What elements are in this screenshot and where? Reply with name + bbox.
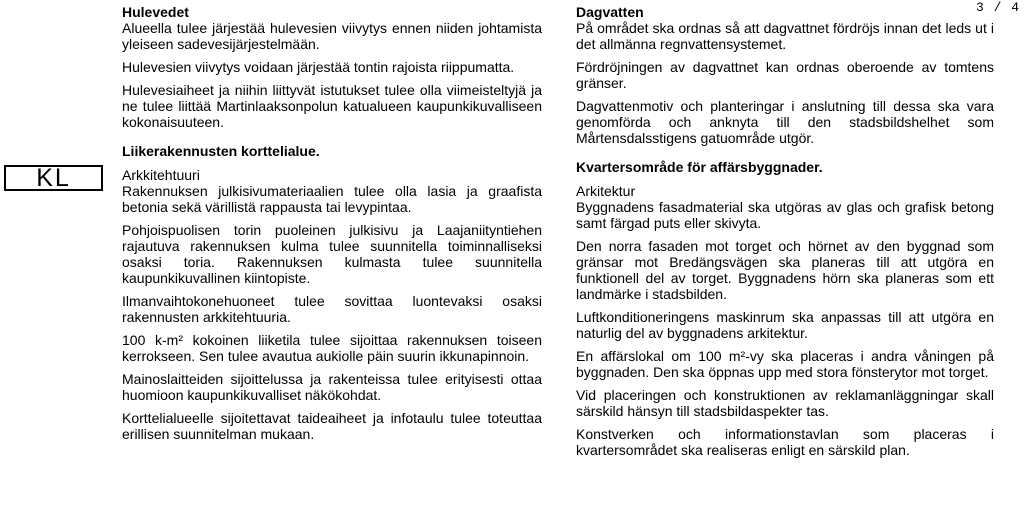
stormwater-section-fi — [122, 4, 542, 52]
zone-title-fi: Liikerakennusten korttelialue. — [122, 143, 320, 159]
zone-code-box — [4, 165, 103, 191]
stormwater-paragraph-fi: Hulevesiaiheet ja niihin liittyvät istutukset tulee olla viimeisteltyjä ja ne tulee liittää Martinlaaksonpolun katualueen kaupunkikuvalliseen kokonaisuuteen. — [122, 82, 542, 130]
architecture-paragraph-sv: Luftkonditioneringens maskinrum ska anpassas till att utgöra en naturlig del av byggnadens arkitektur. — [576, 309, 994, 341]
architecture-paragraph-fi: Mainoslaitteiden sijoittelussa ja rakenteissa tulee erityisesti ottaa huomioon kaupunkikuvalliset näkökohdat. — [122, 371, 542, 403]
architecture-paragraph-fi: 100 k-m² kokoinen liiketila tulee sijoittaa rakennuksen toiseen kerrokseen. Sen tulee avautua aukiolle päin suurin ikkunapinnoin. — [122, 332, 542, 364]
architecture-paragraph-fi: Rakennuksen julkisivumateriaalien tulee olla lasia ja graafista betonia sekä värillistä rappausta tai levypintaa. — [122, 183, 542, 215]
architecture-paragraph-sv: En affärslokal om 100 m²-vy ska placeras i andra våningen på byggnaden. Den ska öppnas upp med stora fönsterytor mot torget. — [576, 348, 994, 380]
stormwater-paragraph-sv: Fördröjningen av dagvattnet kan ordnas oberoende av tomtens gränser. — [576, 59, 994, 91]
architecture-paragraph-sv: Vid placeringen och konstruktionen av reklamanläggningar skall särskild hänsyn till stadsbildaspekter tas. — [576, 387, 994, 419]
architecture-heading-fi: Arkkitehtuuri — [122, 167, 200, 183]
stormwater-paragraph-fi: Alueella tulee järjestää hulevesien viivytys ennen niiden johtamista yleiseen sadevesijärjestelmään. — [122, 20, 542, 52]
architecture-paragraph-sv: Konstverken och informationstavlan som placeras i kvartersområdet ska realiseras enligt en särskild plan. — [576, 426, 994, 458]
stormwater-paragraph-sv: Dagvattenmotiv och planteringar i anslutning till dessa ska vara genomförda och anknyta till den stadsbildshelhet som Mårtensdalsstigens gatuområde utgör. — [576, 98, 994, 146]
architecture-heading-sv: Arkitektur — [576, 183, 636, 199]
architecture-paragraph-sv: Den norra fasaden mot torget och hörnet av den byggnad som gränsar mot Bredängsvägen ska planeras till att utgöra en funktionell del av torget. Byggnadens hörn ska planeras som ett landmärke i stadsbilden. — [576, 238, 994, 302]
architecture-paragraph-fi: Ilmanvaihtokonehuoneet tulee sovittaa luontevaksi osaksi rakennusten arkkitehtuuria. — [122, 293, 542, 325]
zone-title-sv: Kvartersområde för affärsbyggnader. — [576, 159, 823, 175]
stormwater-paragraph-sv: På området ska ordnas så att dagvattnet fördröjs innan det leds ut i det allmänna regnvattensystemet. — [576, 20, 994, 52]
architecture-paragraph-sv: Byggnadens fasadmaterial ska utgöras av glas och grafisk betong samt färgad puts eller skivyta. — [576, 199, 994, 231]
stormwater-heading-sv: Dagvatten — [576, 4, 644, 20]
swedish-column — [576, 4, 994, 465]
page-number: 3 / 4 — [975, 0, 1020, 15]
architecture-paragraph-fi: Korttelialueelle sijoitettavat taideaiheet ja infotaulu tulee toteuttaa erillisen suunnitelman mukaan. — [122, 410, 542, 442]
architecture-paragraph-fi: Pohjoispuolisen torin puoleinen julkisivu ja Laajaniityntiehen rajautuva rakennuksen kulma tulee suunnitella toiminnalliseksi osaksi toria. Rakennuksen kulmasta tulee suunnitella kaupunkikuvallinen kiintopiste. — [122, 222, 542, 286]
stormwater-heading-fi: Hulevedet — [122, 4, 189, 20]
finnish-column — [122, 4, 542, 449]
zone-code-label: KL — [36, 163, 71, 192]
stormwater-paragraph-fi: Hulevesien viivytys voidaan järjestää tontin rajoista riippumatta. — [122, 59, 515, 75]
stormwater-section-sv — [576, 4, 994, 52]
